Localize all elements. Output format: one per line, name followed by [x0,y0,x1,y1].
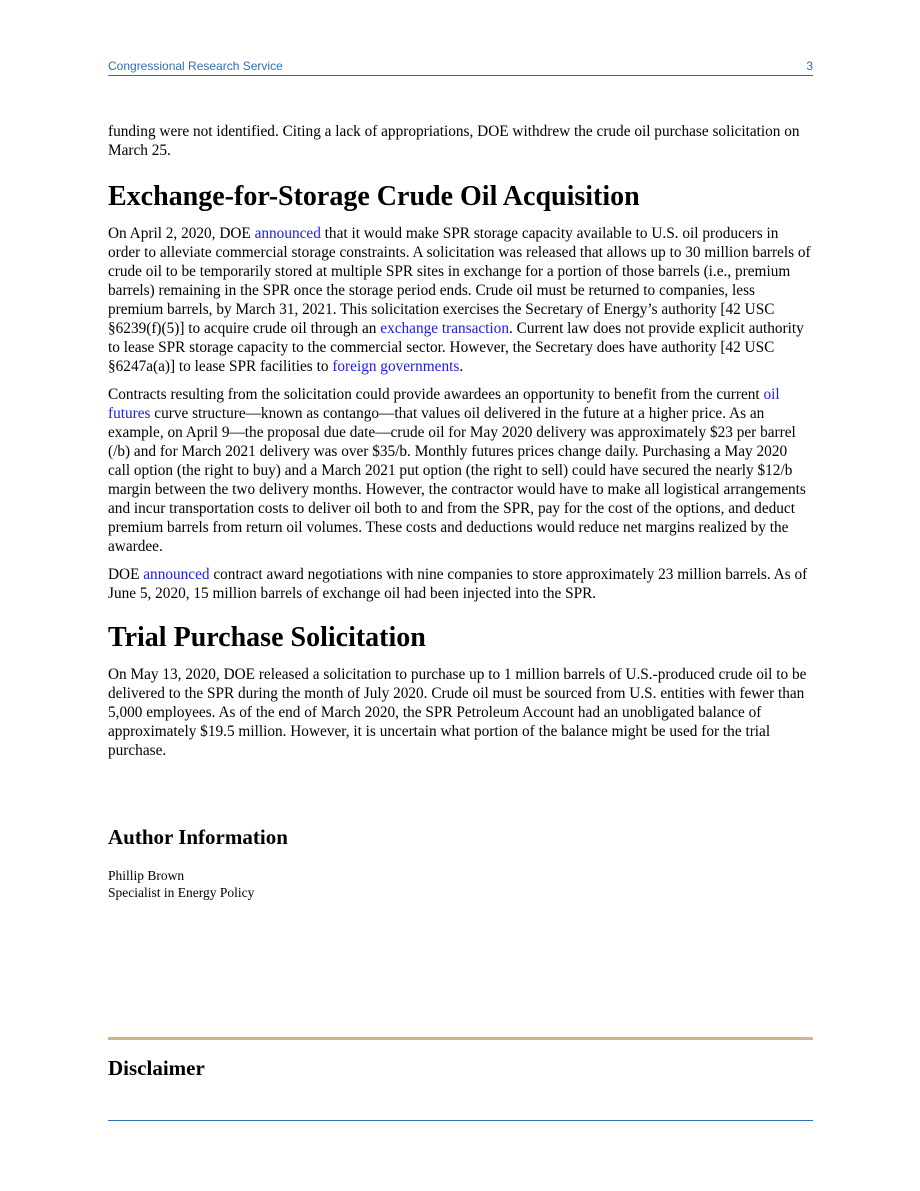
page-number: 3 [806,59,813,73]
main-content [108,122,813,901]
author-name: Phillip Brown [108,868,185,883]
section-divider [108,1037,813,1040]
section-heading-trial: Trial Purchase Solicitation [108,622,426,653]
text-span: On April 2, 2020, DOE [108,225,255,242]
author-heading: Author Information [108,825,288,849]
text-span: contract award negotiations with nine companies to store approximately 23 million barrels. As of June 5, 2020, 15 million barrels of exchange oil had been injected into the SPR. [108,566,808,602]
trial-paragraph: On May 13, 2020, DOE released a solicitation to purchase up to 1 million barrels of U.S.-produced crude oil to be delivered to the SPR during the month of July 2020. Crude oil must be sourced from U.S. entities with fewer than 5,000 employees. As of the end of March 2020, the SPR Petroleum Account had an unobligated balance of approximately $19.5 million. However, it is uncertain what portion of the balance might be used for the trial purchase. [108,666,807,759]
exchange-transaction-link[interactable]: exchange transaction [380,320,509,337]
exchange-paragraph-1 [108,224,813,376]
author-block [108,867,813,901]
text-span: that it would make SPR storage capacity available to U.S. oil producers in order to alleviate commercial storage constraints. A solicitation was released that allows up to 30 million barrels of crude oil to be temporarily stored at multiple SPR sites in exchange for a portion of those barrels (i.e., premium barrels) remaining in the SPR once the storage period ends. Crude oil must be returned to companies, less premium barrels, by March 31, 2021. This solicitation exercises the Secretary of Energy’s authority [42 USC §6239(f)(5)] to acquire crude oil through an [108,225,811,337]
intro-paragraph: funding were not identified. Citing a lack of appropriations, DOE withdrew the crude oil purchase solicitation on March 25. [108,123,800,159]
author-role: Specialist in Energy Policy [108,885,255,900]
text-span: Contracts resulting from the solicitation could provide awardees an opportunity to benefit from the current [108,386,764,403]
text-span: . Current law does not provide explicit authority to lease SPR storage capacity to the commercial sector. However, the Secretary does have authority [42 USC §6247a(a)] to lease SPR facilities to [108,320,804,375]
disclaimer-heading: Disclaimer [108,1056,205,1080]
text-span: . [459,358,464,375]
exchange-paragraph-3 [108,565,813,603]
exchange-paragraph-2 [108,385,813,556]
page-header [108,58,813,76]
header-organization: Congressional Research Service [108,59,283,73]
foreign-governments-link[interactable]: foreign governments [332,358,460,375]
oil-futures-link[interactable]: oil futures [108,386,780,422]
announced-link-2[interactable]: announced [143,566,210,583]
text-span: DOE [108,566,144,583]
text-span: curve structure—known as contango—that values oil delivered in the future at a higher price. As an example, on April 9—the proposal due date—crude oil for May 2020 delivery was approximately $23 per barrel (/b) and for March 2021 delivery was over $35/b. Monthly futures prices change daily. Purchasing a May 2020 call option (the right to buy) and a March 2021 put option (the right to sell) could have secured the nearly $12/b margin between the two delivery months. However, the contractor would have to make all logistical arrangements and incur transportation costs to deliver oil both to and from the SPR, pay for the cost of the options, and deduct premium barrels from return oil volumes. These costs and deductions would reduce net margins realized by the awardee. [108,405,806,555]
announced-link[interactable]: announced [254,225,321,242]
section-heading-exchange: Exchange-for-Storage Crude Oil Acquisition [108,181,640,212]
bottom-divider [108,1120,813,1121]
